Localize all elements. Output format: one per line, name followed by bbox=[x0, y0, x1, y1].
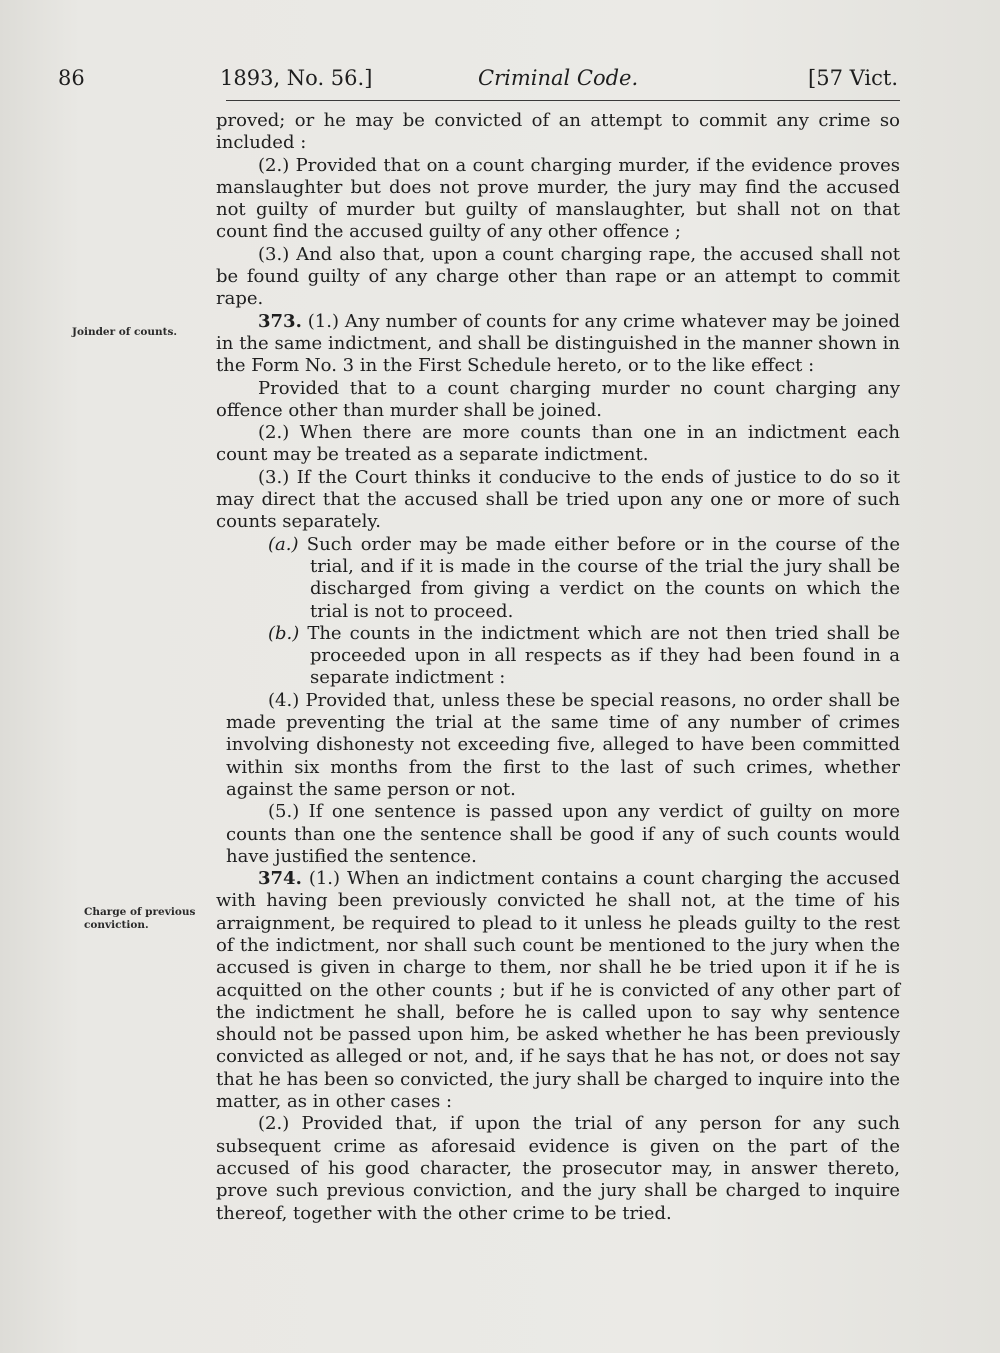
section-373-1-text: (1.) Any number of counts for any crime whatever may be joined in the same indictment, and shall be distinguished in the manner shown in the Form No. 3 in the First Schedule hereto, or to the like effect : bbox=[216, 310, 900, 377]
clause-b-text: The counts in the indictment which are not then tried shall be proceeded upon in all respects as if they had been found in a separate indictment : bbox=[299, 622, 900, 689]
clause-label-b: (b.) bbox=[268, 622, 300, 644]
section-373-3-b bbox=[216, 623, 900, 690]
section-number-374: 374. bbox=[258, 868, 302, 890]
section-number-373: 373. bbox=[258, 310, 302, 332]
section-374-2: (2.) Provided that, if upon the trial of any person for any such subsequent crime as aforesaid evidence is given on the part of the accused of his good character, the prosecutor may, in answer thereto, prove such previous conviction, and the jury shall be charged to inquire thereof, together with the other crime to be tried. bbox=[216, 1113, 900, 1224]
act-reference: 1893, No. 56.] bbox=[220, 66, 373, 90]
page-title: Criminal Code. bbox=[478, 66, 639, 90]
margin-note-joinder: Joinder of counts. bbox=[72, 326, 178, 338]
paragraph-372-2: (2.) Provided that on a count charging murder, if the evidence proves manslaughter but does not prove murder, the jury may find the accused not guilty of murder but guilty of manslaughter, but shall not on that count find the accused guilty of any other offence ; bbox=[216, 154, 900, 243]
section-373-3-a bbox=[216, 534, 900, 623]
section-373-1 bbox=[216, 311, 900, 378]
running-header bbox=[58, 66, 898, 100]
paragraph-372-3: (3.) And also that, upon a count charging rape, the accused shall not be found guilty of any charge other than rape or an attempt to commit rape. bbox=[216, 243, 900, 310]
body-text bbox=[216, 110, 900, 1225]
section-373-proviso: Provided that to a count charging murder no count charging any offence other than murder shall be joined. bbox=[216, 377, 900, 421]
margin-note-charge-previous: Charge of previous conviction. bbox=[84, 906, 196, 931]
clause-label-a: (a.) bbox=[268, 533, 299, 555]
page-number: 86 bbox=[58, 66, 85, 90]
paragraph-continued: proved; or he may be convicted of an attempt to commit any crime so included : bbox=[216, 110, 900, 154]
section-374-1-text: (1.) When an indictment contains a count charging the accused with having been previously convicted he shall not, at the time of his arraignment, be required to plead to it unless he pleads guilty to the rest of the indictment, nor shall such count be mentioned to the jury when the accused is given in charge to them, nor shall he be tried upon it if he is acquitted on the other counts ; but if he is convicted of any other part of the indictment he shall, before he is called upon to say why sentence should not be passed upon him, be asked whether he has been previously convicted as alleged or not, and, if he says that he has not, or does not say that he has been so convicted, the jury shall be charged to inquire into the matter, as in other cases : bbox=[216, 868, 900, 1113]
clause-a-text: Such order may be made either before or in the course of the trial, and if it is made in the course of the trial the jury shall be discharged from giving a verdict on the counts on which the trial is not to proceed. bbox=[298, 533, 900, 622]
regnal-year: [57 Vict. bbox=[808, 66, 898, 90]
section-373-2: (2.) When there are more counts than one in an indictment each count may be treated as a separate indictment. bbox=[216, 422, 900, 466]
section-373-5: (5.) If one sentence is passed upon any verdict of guilty on more counts than one the sentence shall be good if any of such counts would have justified the sentence. bbox=[226, 801, 900, 867]
section-373-3: (3.) If the Court thinks it conducive to the ends of justice to do so it may direct that the accused shall be tried upon any one or more of such counts separately. bbox=[216, 466, 900, 533]
header-rule bbox=[226, 100, 900, 101]
section-374-1 bbox=[216, 868, 900, 1113]
section-373-4: (4.) Provided that, unless these be special reasons, no order shall be made preventing the trial at the same time of any number of crimes involving dishonesty not exceeding five, alleged to have been committed within six months from the first to the last of such crimes, whether against the same person or not. bbox=[226, 689, 900, 800]
